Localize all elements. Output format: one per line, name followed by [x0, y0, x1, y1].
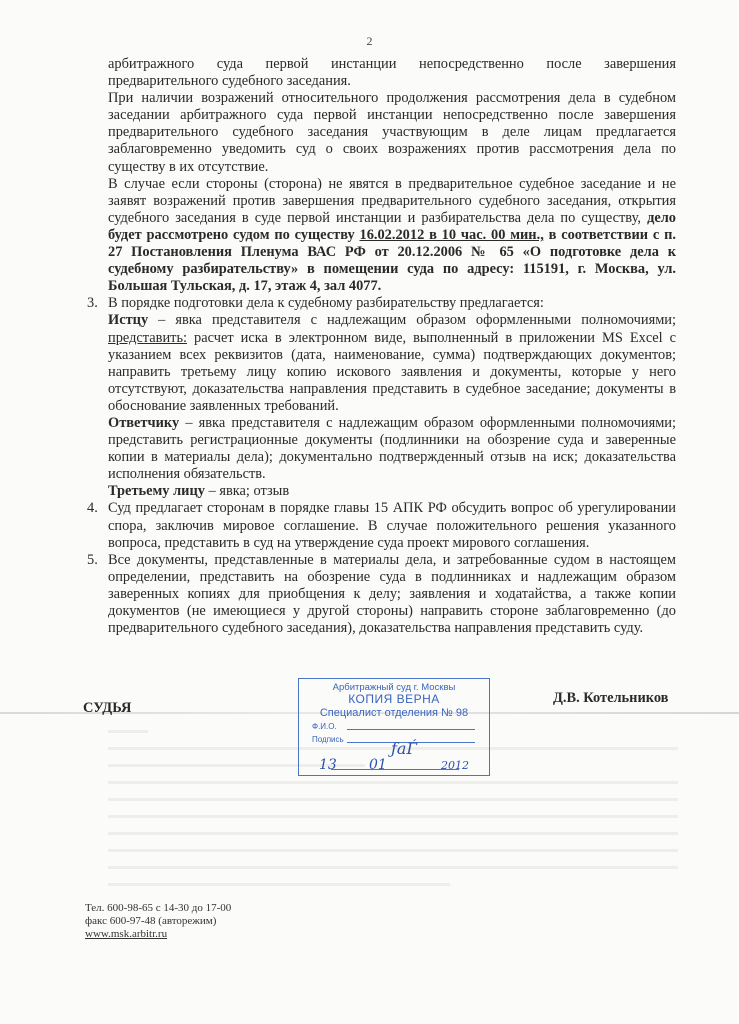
plaintiff-instructions: [108, 312, 676, 415]
stamp-fio-row: [299, 720, 489, 733]
list-item-intro: В порядке подготовки дела к судебному разбирательству предлагается:: [108, 295, 544, 312]
hearing-legal-basis: в соответствии с п. 27 Постановления Пленума ВАС РФ от 20.12.2006 № 65 «О подготовке дела к судебному разбирательству»: [108, 226, 676, 278]
page-number: 2: [366, 34, 373, 48]
hearing-address: 115191, г. Москва, ул. Большая Тульская, д. 17, этаж 4, зал 4077.: [108, 261, 676, 295]
handwritten-signature: ƒaЃ: [391, 739, 418, 758]
paragraph-objections: При наличии возражений относительного продолжения рассмотрения дела в судебном заседании арбитражного суда первой инстанции непосредственно после завершения предварительного судебного заседания участвующим в деле лицам предлагается заблаговременно уведомить суд о своих возражениях против рассмотрения дела по существу в их отсутствие.: [108, 90, 676, 175]
paragraph-continuation: арбитражного суда первой инстанции непосредственно после завершения предварительного судебного заседания.: [108, 56, 676, 90]
defendant-text: – явка представителя с надлежащим образом оформленными полномочиями; представить регистрационные документы (подлинники на обозрение суда и заверенные копии в материалы дела); документально подтвержденный отзыв на иск; доказательства исполнения обязательств.: [108, 414, 676, 483]
stamp-date-line: [331, 769, 459, 770]
list-number: 4.: [87, 500, 98, 517]
stamp-date-year: 2012: [441, 759, 469, 772]
plaintiff-label: Истцу: [108, 312, 149, 329]
list-number: 5.: [87, 551, 98, 568]
third-party-label: Третьему лицу: [108, 483, 205, 500]
plaintiff-text: – явка представителя с надлежащим образом оформленными полномочиями;: [148, 312, 676, 329]
stamp-specialist: Специалист отделения № 98: [319, 707, 469, 719]
judge-name: Д.В. Котельников: [553, 690, 669, 706]
stamp-signature-label: Подпись: [312, 735, 344, 744]
stamp-copy-verified: КОПИЯ ВЕРНА: [348, 692, 440, 706]
certified-copy-stamp: [298, 678, 490, 776]
court-contacts-footer: [85, 902, 231, 941]
list-item-3: [87, 295, 676, 500]
footer-fax: факс 600-97-48 (авторежим): [85, 915, 217, 927]
footer-website-link[interactable]: www.msk.arbitr.ru: [85, 928, 168, 940]
stamp-fio-label: Ф.И.О.: [312, 722, 337, 731]
judge-label: СУДЬЯ: [83, 700, 132, 716]
list-item-text: Суд предлагает сторонам в порядке главы 15 АПК РФ обсудить вопрос об урегулировании спора, заключив мировое соглашение. В случае положительного решения указанного вопроса, представить в суд на утверждение суда проект мирового соглашения.: [108, 500, 676, 551]
paragraph-hearing-date: [108, 176, 676, 296]
plaintiff-submit-label: представить:: [108, 329, 188, 346]
hearing-bold-text: дело будет рассмотрено судом по существу: [108, 209, 676, 243]
third-party-text: – явка; отзыв: [204, 483, 290, 500]
document-body: [87, 56, 676, 637]
list-item-4: [87, 500, 676, 551]
stamp-date-day: 13: [319, 757, 337, 773]
defendant-label: Ответчику: [108, 414, 180, 431]
list-item-5: [87, 551, 676, 637]
list-item-text: Все документы, представленные в материалы дела, и затребованные судом в настоящем определении, представить на обозрение суда в подлинниках и надлежащим образом заверенных копиях для приобщения к делу; заявления и ходатайства, а также копии документов (не имеющиеся у другой стороны) направить стороне заблаговременно (до предварительного судебного заседания), доказательства направления представить суду.: [108, 551, 676, 637]
stamp-date-month: 01: [369, 757, 387, 773]
hearing-text: В случае если стороны (сторона) не явятся в предварительное судебное заседание и не заявят возражений против завершения предварительного судебного заседания, открытия судебного заседания в суде первой инстанции и разбирательства дела по существу,: [108, 175, 676, 226]
defendant-instructions: [108, 415, 676, 483]
stamp-fio-line: [347, 729, 475, 730]
list-number: 3.: [87, 295, 98, 312]
stamp-date-row: [319, 757, 479, 773]
hearing-location-intro: в помещении суда по адресу:: [298, 261, 523, 278]
stamp-court-name: Арбитражный суд г. Москвы: [332, 682, 456, 693]
third-party-instructions: [108, 483, 676, 500]
footer-phone: Тел. 600-98-65 с 14-30 до 17-00: [85, 902, 232, 914]
hearing-date: 16.02.2012 в 10 час. 00 мин.,: [359, 226, 544, 243]
plaintiff-submit-text: расчет иска в электронном виде, выполненный в приложении MS Excel с указанием всех реквизитов (дата, наименование, сумма) подтверждающих документов; направить третьему лицу копию искового заявления и документы, которые у него отсутствуют, доказательства направления представить в судебное заседание; документы в обоснование заявленных требований.: [108, 329, 676, 414]
